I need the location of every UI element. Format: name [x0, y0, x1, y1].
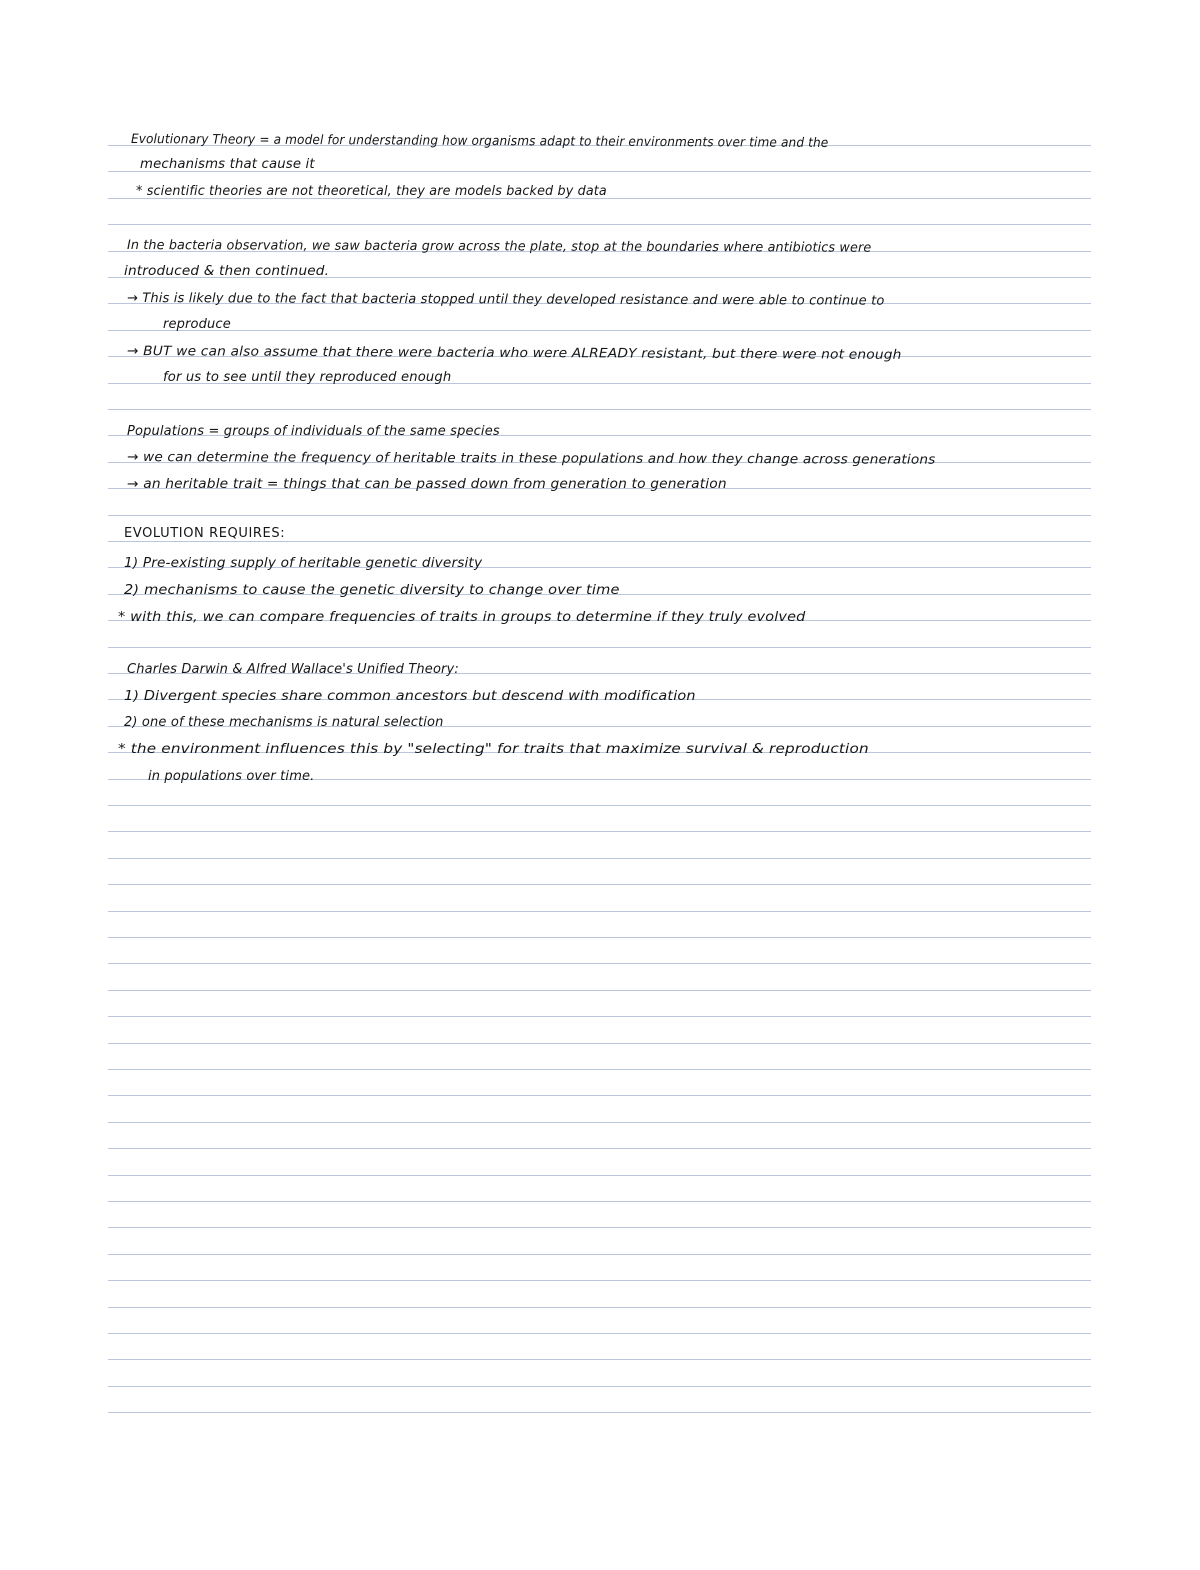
ruled-line	[108, 1333, 1091, 1334]
note-line-compare-frequencies: * with this, we can compare frequencies of traits in groups to determine if they truly evolved	[118, 610, 806, 625]
note-line-natural-selection: 2) one of these mechanisms is natural selection	[124, 715, 444, 730]
ruled-line	[108, 1122, 1091, 1123]
ruled-line	[108, 330, 1091, 331]
note-heading-evolution-requires: EVOLUTION REQUIRES:	[124, 526, 286, 541]
ruled-line	[108, 1227, 1091, 1228]
ruled-line	[108, 1201, 1091, 1202]
ruled-line	[108, 831, 1091, 832]
ruled-line	[108, 647, 1091, 648]
note-line-already-resistant-arrow: → BUT we can also assume that there were bacteria who were ALREADY resistant, but there were not enough	[126, 344, 902, 363]
note-line-bacteria-observation: In the bacteria observation, we saw bacteria grow across the plate, stop at the boundaries where antibiotics were	[126, 238, 872, 256]
note-line-requirement-2: 2) mechanisms to cause the genetic diversity to change over time	[124, 583, 620, 598]
ruled-line	[108, 884, 1091, 885]
note-line-environment-selecting: * the environment influences this by "selecting" for traits that maximize survival & reproduction	[118, 742, 869, 757]
note-line-evolutionary-theory-definition: Evolutionary Theory = a model for understanding how organisms adapt to their environments over time and the	[130, 131, 829, 151]
ruled-line	[108, 937, 1091, 938]
ruled-line	[108, 1095, 1091, 1096]
ruled-line	[108, 963, 1091, 964]
ruled-line	[108, 911, 1091, 912]
ruled-line	[108, 409, 1091, 410]
ruled-line	[108, 1069, 1091, 1070]
ruled-line	[108, 1359, 1091, 1360]
ruled-line	[108, 1280, 1091, 1281]
ruled-line	[108, 1175, 1091, 1176]
note-line-populations-over-time: in populations over time.	[148, 769, 315, 784]
note-heading-darwin-wallace-theory: Charles Darwin & Alfred Wallace's Unified Theory:	[127, 662, 459, 677]
ruled-line	[108, 990, 1091, 991]
ruled-line	[108, 1043, 1091, 1044]
ruled-line	[108, 515, 1091, 516]
note-line-scientific-theories: * scientific theories are not theoretical, they are models backed by data	[136, 184, 607, 199]
note-line-divergent-species: 1) Divergent species share common ancestors but descend with modification	[124, 689, 696, 704]
ruled-line	[108, 805, 1091, 806]
note-line-reproduced-enough: for us to see until they reproduced enough	[163, 370, 452, 385]
note-line-reproduce: reproduce	[163, 317, 231, 332]
note-line-heritable-trait-definition: → an heritable trait = things that can be passed down from generation to generation	[127, 477, 727, 492]
note-line-requirement-1: 1) Pre-existing supply of heritable genetic diversity	[124, 556, 483, 571]
note-line-mechanisms: mechanisms that cause it	[140, 157, 315, 172]
note-line-introduced-continued: introduced & then continued.	[124, 264, 330, 279]
ruled-line	[108, 1254, 1091, 1255]
ruled-line	[108, 1386, 1091, 1387]
ruled-line	[108, 1307, 1091, 1308]
ruled-line	[108, 1412, 1091, 1413]
note-line-frequency-heritable-traits: → we can determine the frequency of heritable traits in these populations and how they change across generations	[126, 450, 936, 468]
ruled-line	[108, 1016, 1091, 1017]
ruled-line	[108, 224, 1091, 225]
note-line-populations-definition: Populations = groups of individuals of the same species	[127, 424, 500, 439]
ruled-line	[108, 858, 1091, 859]
note-line-resistance-arrow: → This is likely due to the fact that bacteria stopped until they developed resistance and were able to continue to	[126, 291, 885, 309]
ruled-line	[108, 1148, 1091, 1149]
